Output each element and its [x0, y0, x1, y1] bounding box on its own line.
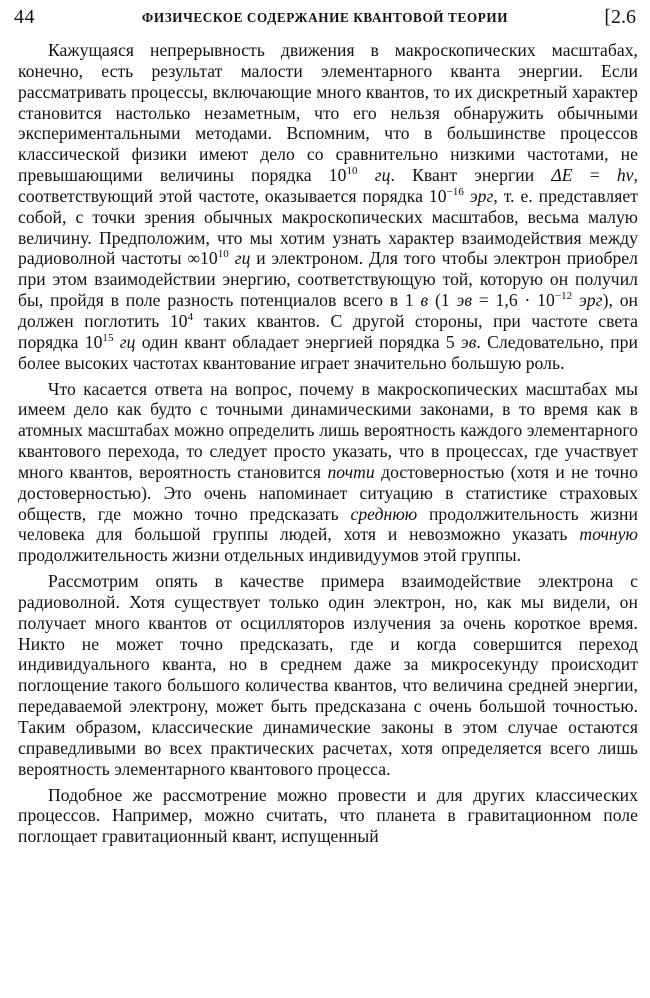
text-run: = 1,6 · 10 — [472, 290, 555, 311]
superscript: 10 — [217, 248, 229, 261]
text-run: продолжительность жизни человека для большой группы людей, хотя и невозможно указать — [18, 503, 638, 545]
text-run: , соответствующий этой частоте, оказывается порядка 10 — [18, 165, 638, 206]
paragraph — [18, 785, 638, 848]
text-run — [358, 165, 375, 185]
italic-text: почти — [327, 461, 375, 482]
italic-text: эрг — [469, 185, 494, 206]
italic-text: в — [420, 290, 429, 311]
superscript: −16 — [446, 185, 464, 198]
text-run: один квант обладает энергией порядка 5 — [135, 331, 461, 352]
paragraph — [18, 571, 638, 779]
text-run: и электроном. Для того чтобы электрон приобрел при этом взаимодействии энергию, соответствующую той, которую он получил бы, пройдя в поле разность потенциалов всего в 1 — [18, 248, 638, 311]
page-header — [14, 6, 636, 32]
text-run: Рассмотрим опять в качестве примера взаимодействие электрона с радиоволной. Хотя существует только один электрон, но, как мы видели, он получает много квантов от осцилляторов излучения за очень короткое время. Никто не может точно предсказать, где и когда совершится переход индивидуального кванта, но в среднем даже за микросекунду происходит поглощение такого большого количества квантов, что величина средней энергии, передаваемой электрону, может быть предсказана с очень большой точностью. Таким образом, классические динамические законы в этом случае остаются справедливыми во всех практических расчетах, хотя определяется всего лишь вероятность элементарного квантового процесса. — [18, 571, 638, 779]
italic-text: hν — [616, 165, 634, 186]
superscript: −12 — [554, 290, 573, 303]
text-run: Что касается ответа на вопрос, почему в макроскопических масштабах мы имеем дело как будто с точными динамическими законами, в то время как в атомных масштабах можно определить лишь вероятность каждого элементарного квантового перехода, то следует просто указать, что в процессах, где участвует много квантов, вероятность становится — [18, 378, 638, 482]
text-run: = — [572, 165, 617, 186]
text-run: . Следовательно, при более высоких частотах квантование играет значительно большую роль. — [18, 331, 638, 373]
text-run: таких квантов. С другой стороны, при частоте света порядка 10 — [18, 310, 638, 352]
italic-text: гц — [119, 331, 136, 352]
superscript: 10 — [346, 165, 358, 178]
italic-text: точную — [579, 524, 638, 545]
text-run: продолжительность жизни отдельных индивидуумов этой группы. — [18, 545, 522, 566]
paragraph — [18, 40, 638, 374]
text-run: , т. е. представляет собой, с точки зрения обычных макроскопических масштабов, весьма малую величину. Предположим, что мы хотим узнать характер взаимодействия между радиоволной частоты ∞10 — [18, 185, 638, 269]
italic-text: ΔE — [551, 165, 573, 186]
italic-text: эрг — [578, 290, 603, 311]
text-run: Подобное же рассмотрение можно провести и для других классических процессов. Например, можно считать, что планета в гравитационном поле поглощает гравитационный квант, испущенный — [18, 784, 638, 847]
text-run: ), он должен поглотить 10 — [18, 290, 639, 331]
text-run: (1 — [428, 290, 457, 311]
text-run: достоверностью (хотя и не точно достоверностью). Это очень напоминает ситуацию в статистике страховых обществ, где можно точно предсказать — [18, 461, 638, 524]
italic-text: эв — [456, 290, 473, 311]
section-reference: [2.6 — [604, 6, 636, 28]
page-number: 44 — [14, 6, 35, 28]
italic-text: среднюю — [350, 503, 418, 524]
text-run: Кажущаяся непрерывность движения в макроскопических масштабах, конечно, есть результат малости элементарного кванта энергии. Если рассматривать процессы, включающие много квантов, то их дискретный характер становится настолько незаметным, что его нельзя обнаружить обычными экспериментальными методами. Вспомним, что в большинстве процессов классической физики имеют дело со сравнительно низкими частотами, не превышающими величины порядка 10 — [18, 40, 638, 186]
paragraph — [18, 379, 638, 567]
superscript: 15 — [102, 331, 114, 344]
running-title: ФИЗИЧЕСКОЕ СОДЕРЖАНИЕ КВАНТОВОЙ ТЕОРИИ — [141, 10, 509, 25]
italic-text: гц — [234, 248, 251, 269]
italic-text: эв — [460, 331, 477, 352]
superscript: 4 — [187, 310, 194, 323]
italic-text: гц — [374, 165, 391, 186]
text-run: . Квант энергии — [390, 165, 552, 186]
text-run — [572, 290, 579, 310]
page-body — [18, 40, 638, 847]
